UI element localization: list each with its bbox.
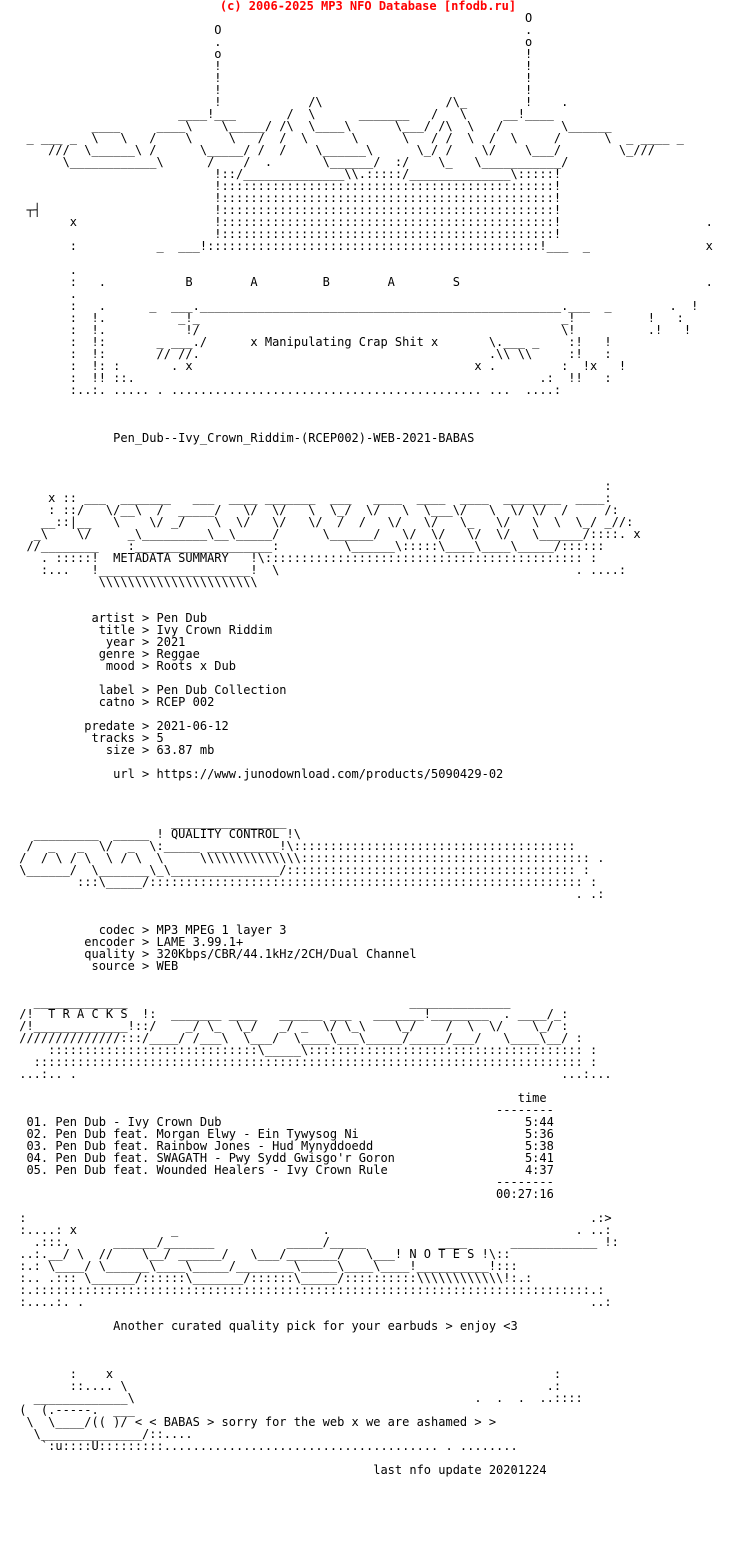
nfo-line: /// \______\ / \_____/ / / \______\ \_/ / \/ \___/ \_///	[12, 143, 655, 157]
nfo-line: /! T R A C K S !: _______ ____ ______ ___ _______!________ . ____/_:	[12, 1007, 569, 1021]
nfo-line: _________ _____ ! QUALITY CONTROL !\	[12, 827, 301, 841]
nfo-line: //////////////:::/____/ /___\ \___/ \____\___\_____/_____/___/ \____\__/ :	[12, 1031, 583, 1045]
nfo-line: codec > MP3 MPEG 1 layer 3	[12, 923, 287, 937]
nfo-line: O	[12, 11, 533, 25]
nfo-line: : !. !/ \! .! !	[12, 323, 692, 337]
nfo-line: O .	[12, 23, 533, 37]
nfo-line: \____________\ / / . \______/ :/ \_ \___________/	[12, 155, 569, 169]
nfo-line: encoder > LAME 3.99.1+	[12, 935, 244, 949]
nfo-line: _\ \/ _\_________\__\_____/ \______/ \/ \/ \/ \/ \______/::::. x	[12, 527, 641, 541]
nfo-line: --------	[12, 1175, 554, 1189]
nfo-line: source > WEB	[12, 959, 179, 973]
nfo-line: catno > RCEP 002	[12, 695, 215, 709]
nfo-line: : !: _ ___./ x Manipulating Crap Shit x \.___ _ :! !	[12, 335, 612, 349]
nfo-line: / / \ / \ \ / \ \ \\\\\\\\\\\\\\:::::::::::::::::::::::::::::::::::::::: .	[12, 851, 605, 865]
nfo-line: 04. Pen Dub feat. SWAGATH - Pwy Sydd Gwisgo'r Goron 5:41	[12, 1151, 554, 1165]
nfo-line: ! /\ /\_ ! .	[12, 95, 569, 109]
nfo-line: \\\\\\\\\\\\\\\\\\\\\\	[12, 575, 258, 589]
nfo-line: 02. Pen Dub feat. Morgan Elwy - Ein Tywysog Ni 5:36	[12, 1127, 554, 1141]
nfo-line: ...:.. . ...:...	[12, 1067, 612, 1081]
nfo-line: ( (.-----. ___	[12, 1403, 135, 1417]
nfo-line: : . B A B A S .	[12, 275, 713, 289]
nfo-line: : ::/ \/__\ / _____/ \/ \/ \ \_/ \/ \ \___\/ \ \/ \/ / /:	[12, 503, 619, 517]
nfo-line: label > Pen Dub Collection	[12, 683, 287, 697]
nfo-line: genre > Reggae	[12, 647, 200, 661]
nfo-line: mood > Roots x Dub	[12, 659, 236, 673]
nfo-line: ! !	[12, 71, 533, 85]
nfo-line: . .:	[12, 887, 605, 901]
nfo-line: :....:. . ..:	[12, 1295, 612, 1309]
nfo-line: 00:27:16	[12, 1187, 554, 1201]
nfo-line: Pen_Dub--Ivy_Crown_Riddim-(RCEP002)-WEB-2021-BABAS	[12, 431, 475, 445]
nfo-line: //________ :___________________: \______\:::::\____\____\_____/::::::	[12, 539, 605, 553]
nfo-line: :::::::::::::::::::::::::::::::::::::::::::::::::::::::::::::::::::::::::::: :	[12, 1055, 598, 1069]
nfo-line: :..:. ..... . ........................................... ... ....:	[12, 383, 562, 397]
nfo-line: title > Ivy Crown Riddim	[12, 623, 273, 637]
nfo-line: ________________	[12, 815, 287, 829]
nfo-line: 01. Pen Dub - Ivy Crown Dub 5:44	[12, 1115, 554, 1129]
nfo-line: time	[12, 1091, 547, 1105]
nfo-line: ____!___ / \ _______ / \ __!____	[12, 107, 554, 121]
nfo-line: :... !_____________________! \ . ....:	[12, 563, 627, 577]
nfo-line: --------	[12, 1103, 554, 1117]
nfo-line: \______/ \_______\_\_______________/:::::::::::::::::::::::::::::::::::::::: :	[12, 863, 590, 877]
nfo-line: :.:::::::::::::::::::::::::::::::::::::::::::::::::::::::::::::::::::::::::::::.:	[12, 1283, 605, 1297]
nfo-line: year > 2021	[12, 635, 186, 649]
nfo-line: : !! ::. .: !! :	[12, 371, 612, 385]
nfo-line: ____ ____\ \_____/ /\ \____\ \___/ /\ \ / \______	[12, 119, 612, 133]
nfo-line: _ ___ _ \ \ / \ \ / / \ \ \ / / \ / \ / \ _ ____ _	[12, 131, 684, 145]
nfo-line: !::/______________\\.:::::/______________\:::::!	[12, 167, 562, 181]
nfo-line: ┬┤ !::::::::::::::::::::::::::::::::::::::::::::::!	[12, 203, 562, 217]
nfo-line: / _ _ \/ _ \:_____ __________!\:::::::::::::::::::::::::::::::::::::::	[12, 839, 576, 853]
nfo-line: : !: // //. .\\ \\ :! :	[12, 347, 612, 361]
nfo-line: \ \____/(( )/ < < BABAS > sorry for the web x we are ashamed > >	[12, 1415, 497, 1429]
nfo-line: !::::::::::::::::::::::::::::::::::::::::::::::!	[12, 191, 562, 205]
nfo-line: : .:>	[12, 1211, 612, 1225]
nfo-line: : x :	[12, 1367, 562, 1381]
nfo-line: predate > 2021-06-12	[12, 719, 229, 733]
nfo-line: : . _ ___.__________________________________________________.___ _ . !	[12, 299, 699, 313]
site-copyright-header: (c) 2006-2025 MP3 NFO Database [nfodb.ru]	[219, 0, 517, 13]
nfo-line: .	[12, 263, 78, 277]
nfo-line: \______________/::....	[12, 1427, 193, 1441]
nfo-line: /!_____________!::/ _/ \_ \_/ _/ _ \/ \_\ \_/ / \ \/ \_/ :	[12, 1019, 569, 1033]
nfo-line: . :::::! METADATA SUMMARY !\:::::::::::::::::::::::::::::::::::::::::::: :	[12, 551, 598, 565]
nfo-line: :::::::::::::::::::::::::::::\_____\:::::::::::::::::::::::::::::::::::::: :	[12, 1043, 598, 1057]
nfo-line: !::::::::::::::::::::::::::::::::::::::::::::::!	[12, 227, 562, 241]
nfo-line: : !: : . x x . : !x !	[12, 359, 627, 373]
nfo-line: ::.... \ .:	[12, 1379, 562, 1393]
nfo-line: !::::::::::::::::::::::::::::::::::::::::::::::!	[12, 179, 562, 193]
nfo-line: o !	[12, 47, 533, 61]
nfo-line: artist > Pen Dub	[12, 611, 208, 625]
nfo-line: Another curated quality pick for your earbuds > enjoy <3	[12, 1319, 518, 1333]
nfo-line: :	[12, 479, 612, 493]
nfo-line: ! !	[12, 83, 533, 97]
nfo-line: :....: x _ . . ..:	[12, 1223, 612, 1237]
nfo-line: :::\_____/:::::::::::::::::::::::::::::::::::::::::::::::::::::::::::: :	[12, 875, 598, 889]
nfo-line: :.. .::: \______/::::::\_______/::::::\_____/::::::::::\\\\\\\\\\\\!:.:	[12, 1271, 533, 1285]
nfo-line: url > https://www.junodownload.com/products/5090429-02	[12, 767, 504, 781]
nfo-line: :.: \____/ \______\____\_____/________\_____\____\____!__________!:::	[12, 1259, 518, 1273]
nfo-line: . o	[12, 35, 533, 49]
nfo-line: quality > 320Kbps/CBR/44.1kHz/2CH/Dual Channel	[12, 947, 417, 961]
nfo-line: tracks > 5	[12, 731, 164, 745]
nfo-line: 03. Pen Dub feat. Rainbow Jones - Hud Mynyddoedd 5:38	[12, 1139, 554, 1153]
nfo-line: .	[12, 287, 78, 301]
nfo-line: : !. _!_ _! ! :	[12, 311, 684, 325]
nfo-line: size > 63.87 mb	[12, 743, 215, 757]
nfo-line: last nfo update 20201224	[12, 1463, 547, 1477]
nfo-line: x !::::::::::::::::::::::::::::::::::::::::::::::! .	[12, 215, 713, 229]
nfo-line: ! !	[12, 59, 533, 73]
nfo-line: __::|__ \ \/ _/ \ \/ \/ \/ / / \/ \/ \_ \/ \ \ \_/ _//:	[12, 515, 634, 529]
nfo-line: `:u::::U:::::::::...................................... . ........	[12, 1439, 518, 1453]
nfo-line: _____________\ . . . ..::::	[12, 1391, 583, 1405]
nfo-line: ..:.__/ \ // \__/ ______/ \___/_______/ \___! N O T E S !\::	[12, 1247, 511, 1261]
nfo-line: .:::. ______/_______ _____/_____ ____ ____________ !:	[12, 1235, 619, 1249]
nfo-line: : _ ___!::::::::::::::::::::::::::::::::::::::::::::::!___ _ x	[12, 239, 713, 253]
nfo-line: 05. Pen Dub feat. Wounded Healers - Ivy Crown Rule 4:37	[12, 1163, 554, 1177]
nfo-line: _____________ ______________	[12, 995, 511, 1009]
nfo-ascii-document	[12, 12, 713, 1476]
nfo-line: x :: ___ _______ ___ ____ _______ ___ ____ ____ ____ ________ ____:	[12, 491, 612, 505]
